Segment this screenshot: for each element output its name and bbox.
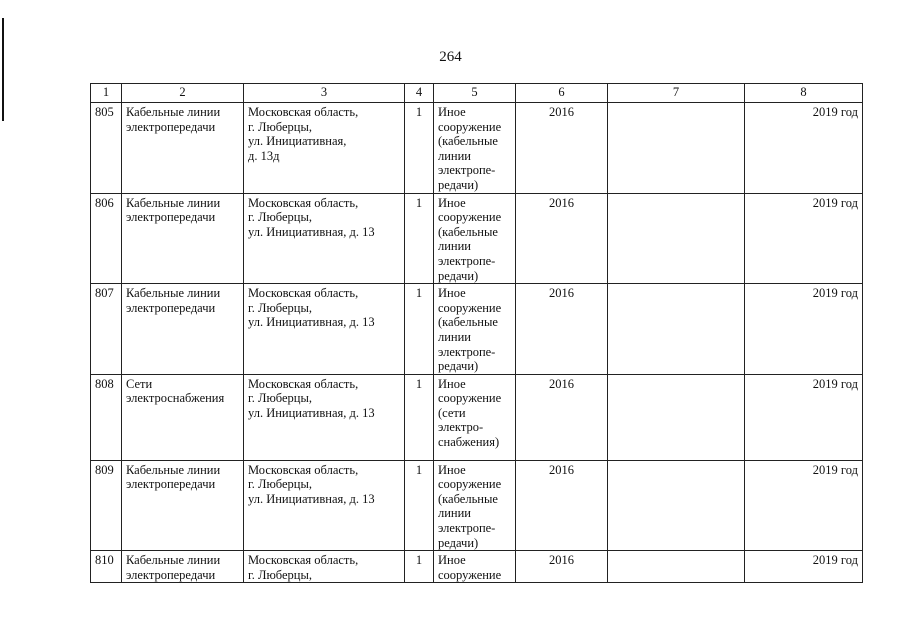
object-address [244, 460, 405, 551]
object-term: 2019 год [745, 193, 863, 284]
object-term: 2019 год [745, 103, 863, 194]
object-address-line: Московская область, [248, 553, 359, 568]
object-type-line: электропе- [438, 344, 496, 359]
object-type-line: электропе- [438, 521, 496, 536]
object-term: 2019 год [745, 284, 863, 375]
object-quantity: 1 [405, 193, 434, 284]
object-type-line: линии [438, 506, 471, 521]
object-address-line: ул. Инициативная, [248, 134, 347, 149]
object-name-line: электропередачи [126, 300, 216, 315]
object-type-line: (сети [438, 405, 466, 420]
column-header: 3 [244, 84, 405, 103]
object-address-line: ул. Инициативная, д. 13 [248, 224, 375, 239]
row-number: 805 [91, 103, 122, 194]
object-type-line: электропе- [438, 253, 496, 268]
object-type-line: Иное [438, 376, 466, 391]
object-type [434, 374, 516, 460]
object-address-line: ул. Инициативная, д. 13 [248, 405, 375, 420]
object-name [122, 460, 244, 551]
object-name [122, 551, 244, 583]
object-address-line: Московская область, [248, 195, 359, 210]
table-row [91, 374, 863, 460]
object-address-line: г. Люберцы, [248, 300, 312, 315]
object-type-line: Иное [438, 553, 466, 568]
object-name-line: электропередачи [126, 210, 216, 225]
object-term: 2019 год [745, 551, 863, 583]
object-name [122, 193, 244, 284]
object-name [122, 284, 244, 375]
object-address-line: г. Люберцы, [248, 567, 312, 582]
object-name-line: Кабельные линии [126, 462, 221, 477]
object-address-line: г. Люберцы, [248, 210, 312, 225]
object-name-line: электропередачи [126, 567, 216, 582]
table-row [91, 193, 863, 284]
column-header: 6 [516, 84, 608, 103]
row-number: 807 [91, 284, 122, 375]
column-header: 4 [405, 84, 434, 103]
object-quantity: 1 [405, 551, 434, 583]
object-year: 2016 [516, 284, 608, 375]
object-type-line: (кабельные [438, 315, 498, 330]
object-address-line: Московская область, [248, 105, 359, 119]
object-address-line: Московская область, [248, 376, 359, 391]
object-address [244, 193, 405, 284]
object-name-line: Кабельные линии [126, 105, 221, 119]
row-number: 806 [91, 193, 122, 284]
column-header: 5 [434, 84, 516, 103]
column-header: 8 [745, 84, 863, 103]
object-address-line: д. 13д [248, 148, 280, 163]
object-type-line: линии [438, 148, 471, 163]
object-type-line: линии [438, 239, 471, 254]
object-type [434, 551, 516, 583]
object-type [434, 284, 516, 375]
object-type-line: электро- [438, 420, 484, 435]
object-type-line: Иное [438, 286, 466, 301]
object-type [434, 193, 516, 284]
header-row [91, 84, 863, 103]
table-row [91, 460, 863, 551]
object-type-line: электропе- [438, 163, 496, 178]
object-type-line: (кабельные [438, 491, 498, 506]
object-quantity: 1 [405, 374, 434, 460]
object-type-line: снабжения) [438, 435, 500, 450]
object-address [244, 374, 405, 460]
object-type-line: редачи) [438, 177, 479, 192]
column-7-value [608, 374, 745, 460]
object-type [434, 103, 516, 194]
register-table [90, 83, 863, 583]
column-7-value [608, 193, 745, 284]
object-name [122, 374, 244, 460]
object-type-line: редачи) [438, 359, 479, 374]
object-type [434, 460, 516, 551]
column-7-value [608, 551, 745, 583]
row-number: 808 [91, 374, 122, 460]
object-address [244, 551, 405, 583]
row-number: 809 [91, 460, 122, 551]
object-year: 2016 [516, 374, 608, 460]
object-type-line: сооружение [438, 567, 502, 582]
object-term: 2019 год [745, 460, 863, 551]
object-type-line: редачи) [438, 535, 479, 550]
row-number: 810 [91, 551, 122, 583]
object-name-line: электропередачи [126, 119, 216, 134]
object-address [244, 284, 405, 375]
object-type-line: Иное [438, 462, 466, 477]
object-type-line: (кабельные [438, 134, 498, 149]
column-header: 1 [91, 84, 122, 103]
column-7-value [608, 460, 745, 551]
table-row [91, 284, 863, 375]
object-year: 2016 [516, 551, 608, 583]
object-name-line: электроснабжения [126, 391, 225, 406]
object-name-line: Кабельные линии [126, 195, 221, 210]
object-type-line: сооружение [438, 300, 502, 315]
object-name-line: Кабельные линии [126, 286, 221, 301]
object-term: 2019 год [745, 374, 863, 460]
object-quantity: 1 [405, 103, 434, 194]
object-address-line: ул. Инициативная, д. 13 [248, 315, 375, 330]
object-address [244, 103, 405, 194]
object-address-line: ул. Инициативная, д. 13 [248, 491, 375, 506]
object-address-line: Московская область, [248, 286, 359, 301]
column-7-value [608, 284, 745, 375]
object-year: 2016 [516, 193, 608, 284]
object-type-line: сооружение [438, 210, 502, 225]
object-name-line: Кабельные линии [126, 553, 221, 568]
object-year: 2016 [516, 103, 608, 194]
margin-line [2, 18, 4, 121]
object-type-line: сооружение [438, 391, 502, 406]
object-quantity: 1 [405, 460, 434, 551]
table-row [91, 103, 863, 194]
column-header: 2 [122, 84, 244, 103]
object-address-line: г. Люберцы, [248, 477, 312, 492]
object-address-line: Московская область, [248, 462, 359, 477]
object-name-line: Сети [126, 376, 153, 391]
object-address-line: г. Люберцы, [248, 119, 312, 134]
object-type-line: (кабельные [438, 224, 498, 239]
object-type-line: сооружение [438, 477, 502, 492]
column-7-value [608, 103, 745, 194]
object-type-line: редачи) [438, 268, 479, 283]
object-type-line: Иное [438, 195, 466, 210]
object-type-line: линии [438, 329, 471, 344]
object-type-line: сооружение [438, 119, 502, 134]
object-year: 2016 [516, 460, 608, 551]
object-name [122, 103, 244, 194]
object-name-line: электропередачи [126, 477, 216, 492]
column-header: 7 [608, 84, 745, 103]
page-number: 264 [439, 49, 462, 65]
table-row [91, 551, 863, 583]
object-type-line: Иное [438, 105, 466, 119]
object-quantity: 1 [405, 284, 434, 375]
object-address-line: г. Люберцы, [248, 391, 312, 406]
